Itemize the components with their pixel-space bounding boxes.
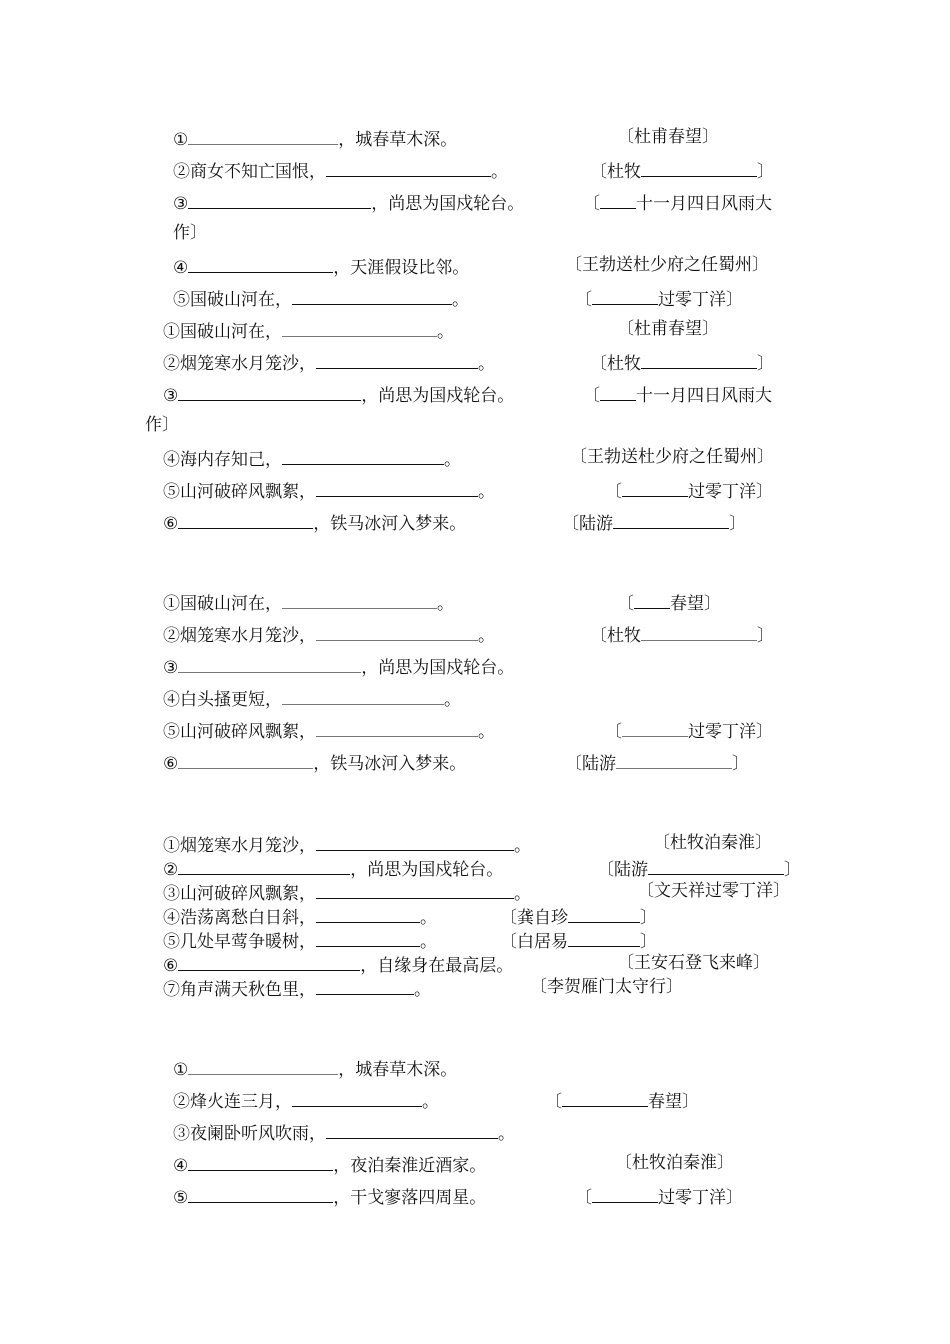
answer-blank[interactable]	[326, 158, 491, 177]
source-blank[interactable]	[568, 904, 640, 923]
question-line	[163, 952, 513, 977]
item-number: ③	[163, 386, 179, 406]
question-line	[173, 1152, 486, 1177]
answer-blank[interactable]	[316, 976, 414, 995]
source-blank[interactable]	[600, 190, 636, 209]
source-citation	[617, 126, 719, 148]
answer-blank[interactable]	[188, 1152, 333, 1171]
item-number: ③	[173, 194, 189, 214]
answer-blank[interactable]	[316, 832, 514, 851]
source-citation	[570, 446, 774, 468]
question-line	[163, 510, 466, 535]
source-citation	[617, 318, 719, 340]
source-blank[interactable]	[641, 158, 757, 177]
source-citation	[637, 880, 790, 902]
answer-blank[interactable]	[282, 590, 437, 609]
answer-blank[interactable]	[316, 880, 514, 899]
source-citation	[575, 286, 743, 311]
line-text-after: 。	[444, 450, 461, 470]
item-number: ④	[173, 258, 189, 278]
source-text: 〔陆游	[562, 514, 613, 534]
line-text-after: 。	[478, 354, 495, 374]
line-text-before: 角声满天秋色里，	[180, 980, 316, 1000]
line-text-after: 。	[491, 162, 508, 182]
answer-blank[interactable]	[178, 952, 360, 971]
source-text: 〔李贺雁门太守行〕	[530, 977, 683, 997]
source-blank[interactable]	[600, 382, 636, 401]
answer-blank[interactable]	[188, 1184, 333, 1203]
item-number: ②	[173, 162, 190, 182]
line-text-after: 。	[414, 980, 431, 1000]
source-text: 〔白居易	[500, 932, 568, 952]
question-line	[173, 1120, 515, 1145]
line-text-before: 山河破碎风飘絮，	[180, 482, 316, 502]
source-text: 〔龚自珍	[500, 908, 568, 928]
source-blank[interactable]	[613, 510, 729, 529]
source-blank[interactable]	[562, 1088, 648, 1107]
answer-blank[interactable]	[188, 190, 371, 209]
source-citation	[653, 832, 772, 854]
item-number: ⑥	[163, 514, 179, 534]
line-text-before: 国破山河在，	[180, 322, 282, 342]
question-line	[163, 318, 454, 343]
line-text-after: 。	[514, 836, 531, 856]
answer-blank[interactable]	[188, 126, 338, 145]
item-number: ④	[173, 1156, 189, 1176]
question-line	[163, 832, 531, 857]
question-line	[163, 382, 514, 407]
source-text: 〔王勃送杜少府之任蜀州〕	[570, 447, 774, 467]
source-text: 〕	[640, 908, 657, 928]
answer-blank[interactable]	[188, 254, 333, 273]
source-citation	[590, 622, 774, 647]
answer-blank[interactable]	[316, 928, 420, 947]
source-blank[interactable]	[622, 718, 688, 737]
item-number: ④	[163, 690, 180, 710]
source-citation	[605, 718, 773, 743]
line-text-before: 山河破碎风飘絮，	[180, 884, 316, 904]
line-text-after: ，铁马冰河入梦来。	[313, 514, 467, 534]
answer-blank[interactable]	[188, 1056, 338, 1075]
line-text-before: 白头搔更短，	[180, 690, 282, 710]
source-text: 春望〕	[670, 594, 721, 614]
line-text-after: ，城春草木深。	[338, 130, 458, 150]
source-text: 〔	[605, 482, 622, 502]
source-blank[interactable]	[641, 350, 757, 369]
line-text-after: ，夜泊秦淮近酒家。	[333, 1156, 487, 1176]
answer-blank[interactable]	[178, 750, 313, 769]
item-number: ①	[173, 130, 189, 150]
source-blank[interactable]	[648, 856, 784, 875]
question-line	[163, 622, 495, 647]
source-blank[interactable]	[592, 286, 658, 305]
source-citation	[605, 478, 773, 503]
answer-blank[interactable]	[292, 286, 452, 305]
line-text-before: 烟笼寒水月笼沙，	[180, 626, 316, 646]
source-text: 〔	[583, 386, 600, 406]
item-number: ②	[163, 860, 179, 880]
source-citation	[575, 1184, 743, 1209]
source-text: 过零丁洋〕	[658, 290, 743, 310]
line-text-before: 烟笼寒水月笼沙，	[180, 354, 316, 374]
line-text-after: 。	[437, 322, 454, 342]
source-text: 〔杜牧	[590, 626, 641, 646]
source-text: 〔王勃送杜少府之任蜀州〕	[565, 255, 769, 275]
source-text: 〔陆游	[597, 860, 648, 880]
item-number: ⑤	[163, 482, 180, 502]
line-text-after: 。	[478, 722, 495, 742]
item-number: ⑤	[163, 722, 180, 742]
question-line	[173, 286, 469, 311]
question-line	[173, 1184, 486, 1209]
line-text-before: 浩荡离愁白日斜，	[180, 908, 316, 928]
source-citation	[562, 510, 746, 535]
source-blank[interactable]	[592, 1184, 658, 1203]
source-text: 〔	[545, 1092, 562, 1112]
source-text: 〔王安石登飞来峰〕	[617, 953, 770, 973]
source-citation	[617, 590, 721, 615]
source-citation	[545, 1088, 699, 1113]
item-number: ③	[163, 658, 179, 678]
question-line	[163, 350, 495, 375]
line-text-before: 商女不知亡国恨，	[190, 162, 326, 182]
answer-blank[interactable]	[316, 718, 478, 737]
source-citation	[530, 976, 683, 998]
question-line	[163, 446, 461, 471]
item-number: ⑤	[163, 932, 180, 952]
line-text-before: 烟笼寒水月笼沙，	[180, 836, 316, 856]
source-text: 〔	[575, 290, 592, 310]
source-text: 〔杜甫春望〕	[617, 127, 719, 147]
item-number: ⑥	[163, 754, 179, 774]
line-text-after: ，天涯假设比邻。	[333, 258, 470, 278]
line-text-after: 。	[498, 1124, 515, 1144]
item-number: ①	[163, 322, 180, 342]
question-line	[173, 190, 524, 215]
question-line	[163, 478, 495, 503]
line-text-before: 山河破碎风飘絮，	[180, 722, 316, 742]
question-line	[163, 590, 454, 615]
source-text: 过零丁洋〕	[658, 1188, 743, 1208]
item-number: ③	[173, 1124, 190, 1144]
item-number: ①	[173, 1060, 189, 1080]
line-text-after: 。	[422, 1092, 439, 1112]
question-line	[163, 718, 495, 743]
source-text: 春望〕	[648, 1092, 699, 1112]
line-text-after: ，干戈寥落四周星。	[333, 1188, 487, 1208]
source-text: 〔	[617, 594, 634, 614]
question-line	[163, 856, 503, 881]
source-text: 十一月四日风雨大	[636, 194, 772, 214]
line-text-after: ，城春草木深。	[338, 1060, 458, 1080]
line-text-after: 。	[514, 884, 531, 904]
line-text-after: ，自缘身在最高层。	[360, 956, 514, 976]
source-blank[interactable]	[568, 928, 640, 947]
answer-blank[interactable]	[282, 446, 444, 465]
question-line	[163, 928, 437, 953]
item-number: ④	[163, 908, 180, 928]
question-line	[163, 904, 437, 929]
line-text-before: 国破山河在，	[190, 290, 292, 310]
source-text: 〔	[605, 722, 622, 742]
source-text: 过零丁洋〕	[688, 482, 773, 502]
source-text: 〔文天祥过零丁洋〕	[637, 881, 790, 901]
line-text-after: 。	[444, 690, 461, 710]
line-text-after: 。	[478, 482, 495, 502]
source-text: 十一月四日风雨大	[636, 386, 772, 406]
item-number: ②	[163, 626, 180, 646]
question-line	[163, 654, 514, 679]
source-text: 〕	[757, 354, 774, 374]
item-number: ③	[163, 884, 180, 904]
source-blank[interactable]	[641, 622, 757, 641]
answer-blank[interactable]	[178, 510, 313, 529]
answer-blank[interactable]	[282, 318, 437, 337]
item-number: ②	[163, 354, 180, 374]
answer-blank[interactable]	[178, 856, 350, 875]
answer-blank[interactable]	[316, 478, 478, 497]
source-citation	[500, 904, 657, 929]
source-text: 〕	[784, 860, 801, 880]
answer-blank[interactable]	[292, 1088, 422, 1107]
question-line	[173, 1056, 457, 1081]
line-text-after: ，尚思为国戍轮台。	[361, 386, 515, 406]
continuation-text: 作〕	[173, 223, 207, 243]
source-citation	[590, 350, 774, 375]
source-text: 〕	[640, 932, 657, 952]
question-line	[163, 880, 531, 905]
continuation-text: 作〕	[145, 415, 179, 435]
source-text: 〔	[583, 194, 600, 214]
line-text-before: 烽火连三月，	[190, 1092, 292, 1112]
source-citation	[500, 928, 657, 953]
source-citation	[617, 952, 770, 974]
answer-blank[interactable]	[316, 904, 420, 923]
source-text: 〔杜牧	[590, 162, 641, 182]
line-text-after: 。	[437, 594, 454, 614]
question-line	[173, 158, 508, 183]
source-text: 〕	[757, 626, 774, 646]
source-text: 〕	[757, 162, 774, 182]
source-text: 〔杜牧泊秦淮〕	[653, 833, 772, 853]
item-number: ⑤	[173, 1188, 189, 1208]
source-citation	[597, 856, 801, 881]
item-number: ⑥	[163, 956, 179, 976]
source-text: 〔	[575, 1188, 592, 1208]
item-number: ①	[163, 836, 180, 856]
line-text-before: 几处早莺争暖树，	[180, 932, 316, 952]
source-citation	[565, 254, 769, 276]
item-number: ⑤	[173, 290, 190, 310]
source-citation	[615, 1152, 734, 1174]
line-text-after: 。	[452, 290, 469, 310]
answer-blank[interactable]	[178, 382, 361, 401]
answer-blank[interactable]	[316, 350, 478, 369]
source-citation	[583, 190, 772, 215]
source-citation	[583, 382, 772, 407]
line-text-after: ，尚思为国戍轮台。	[371, 194, 525, 214]
question-line	[173, 126, 457, 151]
source-blank[interactable]	[616, 750, 732, 769]
source-text: 〔杜甫春望〕	[617, 319, 719, 339]
line-text-before: 海内存知己，	[180, 450, 282, 470]
answer-blank[interactable]	[326, 1120, 498, 1139]
item-number: ①	[163, 594, 180, 614]
source-text: 〔杜牧	[590, 354, 641, 374]
source-citation	[590, 158, 774, 183]
line-text-after: ，铁马冰河入梦来。	[313, 754, 467, 774]
question-line	[163, 976, 431, 1001]
line-text-after: ，尚思为国戍轮台。	[350, 860, 504, 880]
question-line	[163, 750, 466, 775]
item-number: ②	[173, 1092, 190, 1112]
source-blank[interactable]	[634, 590, 670, 609]
line-text-after: 。	[478, 626, 495, 646]
line-text-after: 。	[420, 908, 437, 928]
question-line	[173, 1088, 439, 1113]
answer-blank[interactable]	[178, 654, 361, 673]
source-text: 〕	[732, 754, 749, 774]
line-text-after: ，尚思为国戍轮台。	[361, 658, 515, 678]
source-text: 过零丁洋〕	[688, 722, 773, 742]
source-text: 〔杜牧泊秦淮〕	[615, 1153, 734, 1173]
question-line	[173, 254, 469, 279]
line-text-after: 。	[420, 932, 437, 952]
line-text-before: 国破山河在，	[180, 594, 282, 614]
source-text: 〔陆游	[565, 754, 616, 774]
item-number: ④	[163, 450, 180, 470]
answer-blank[interactable]	[282, 686, 444, 705]
item-number: ⑦	[163, 980, 180, 1000]
source-citation	[565, 750, 749, 775]
source-blank[interactable]	[622, 478, 688, 497]
source-text: 〕	[729, 514, 746, 534]
answer-blank[interactable]	[316, 622, 478, 641]
question-line	[163, 686, 461, 711]
line-text-before: 夜阑卧听风吹雨，	[190, 1124, 326, 1144]
